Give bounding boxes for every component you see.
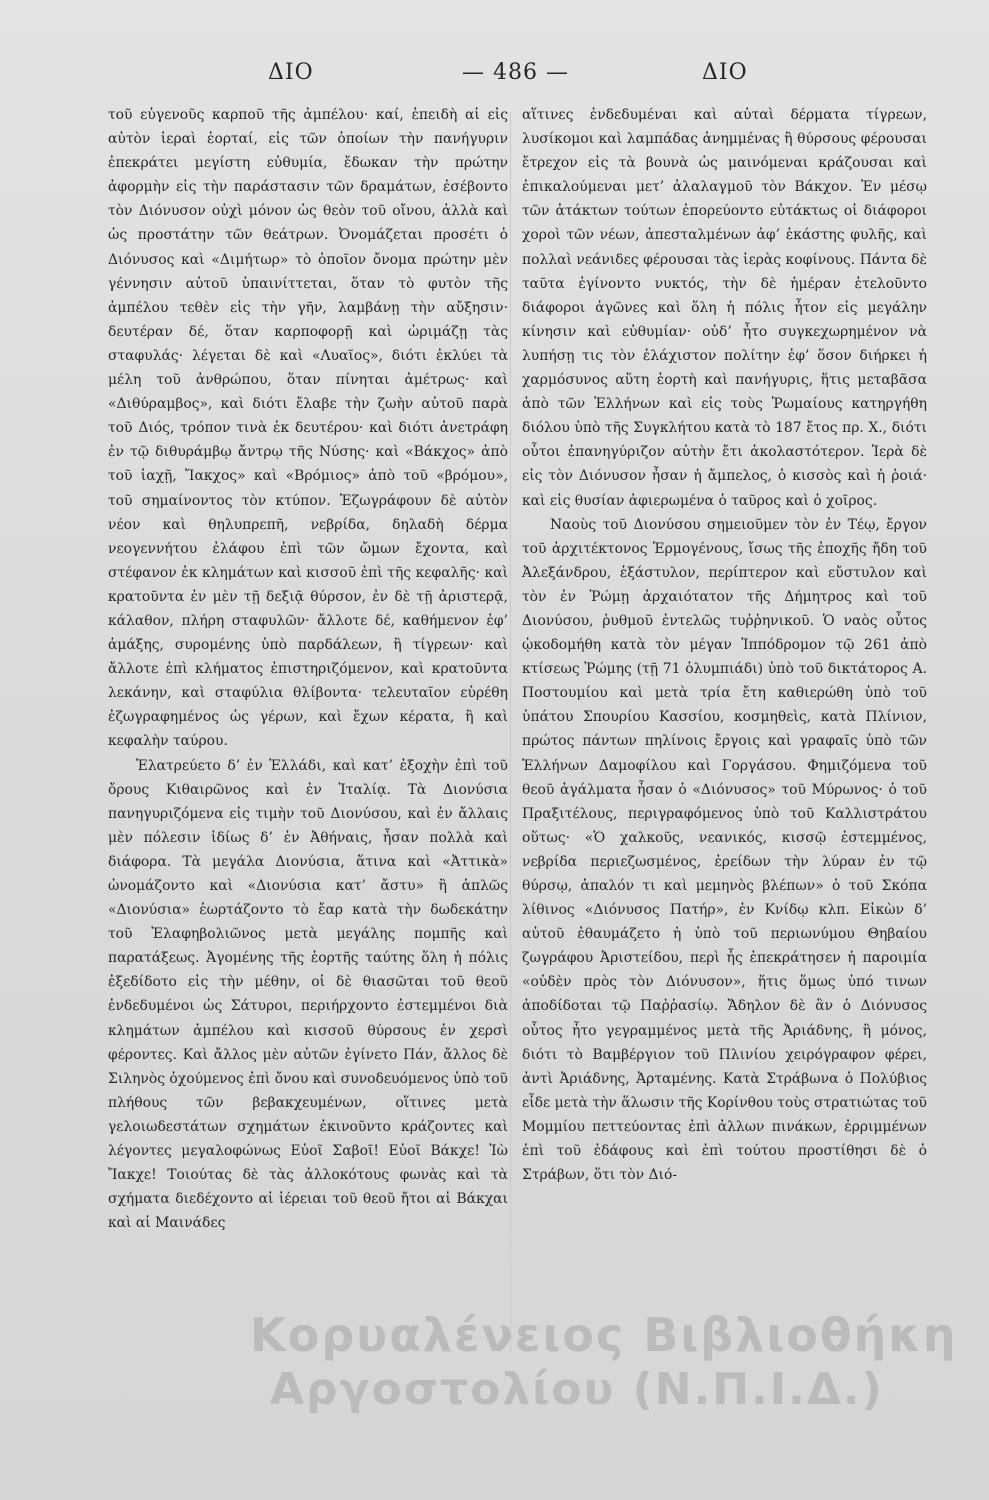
library-watermark bbox=[210, 1308, 970, 1448]
page-header bbox=[90, 58, 940, 94]
column-divider bbox=[510, 112, 511, 1352]
right-paragraph-1: αἵτινες ἐνδεδυμέναι καὶ αὐταὶ δέρματα τίγρεων, λυσίκομοι καὶ λαμπάδας ἀνημμένας ἢ θύρσους φέρουσαι ἔτρεχον εἰς τὰ βουνὰ ὡς μαινόμεναι κράζουσαι καὶ ἐπικαλούμεναι μετ’ ἀλαλαγμοῦ τὸν Βάκχον. Ἐν μέσῳ τῶν ἀτάκτων τούτων ἐπορεύοντο εὐτάκτως οἱ διάφοροι χοροὶ τῶν νέων, ἀπεσταλμένων ἀφ’ ἑκάστης φυλῆς, καὶ πολλαὶ νεάνιδες φέρουσαι τὰς ἱερὰς κοφίνους. Πάντα δὲ ταῦτα ἐγίνοντο νυκτός, τὴν δὲ ἡμέραν ἐτελοῦντο διάφοροι ἀγῶνες καὶ ὅλη ἡ πόλις ἦτον εἰς μεγάλην κίνησιν καὶ εὐθυμίαν· οὐδ’ ἦτο συγκεχωρημένον νὰ λυπήσῃ τις τὸν ἐλάχιστον πολίτην ἐφ’ ὅσον διήρκει ἡ χαρμόσυνος αὕτη ἑορτὴ καὶ πανήγυρις, ἥτις μεταβᾶσα ἀπὸ τῶν Ἑλλήνων καὶ εἰς τοὺς Ῥωμαίους κατηργήθη διόλου ὑπὸ τῆς Συγκλήτου κατὰ τὸ 187 ἔτος πρ. Χ., διότι οὗτοι ἐπανηγύριζον αὐτὴν ἔτι ἀκολαστότερον. Ἱερὰ δὲ εἰς τὸν Διόνυσον ἦσαν ἡ ἄμπελος, ὁ κισσὸς καὶ ἡ ῥοιά· καὶ εἰς θυσίαν ἀφιερωμένα ὁ ταῦρος καὶ ὁ χοῖρος. bbox=[522, 107, 927, 509]
right-column bbox=[522, 103, 927, 1187]
left-paragraph-2: Ἐλατρεύετο δ’ ἐν Ἑλλάδι, καὶ κατ’ ἐξοχὴν ἐπὶ τοῦ ὄρους Κιθαιρῶνος καὶ ἐν Ἰταλίᾳ. Τὰ Διονύσια πανηγυριζόμενα εἰς τιμὴν τοῦ Διονύσου, καὶ ἐν ἄλλαις μὲν πόλεσιν ἰδίως δ’ ἐν Ἀθήναις, ἦσαν πολλὰ καὶ διάφορα. Τὰ μεγάλα Διονύσια, ἅτινα καὶ «Ἀττικὰ» ὠνομάζοντο καὶ «Διονύσια κατ’ ἄστυ» ἢ ἁπλῶς «Διονύσια» ἑωρτάζοντο τὸ ἔαρ κατὰ τὴν δωδεκάτην τοῦ Ἐλαφηβολιῶνος μετὰ μεγάλης πομπῆς καὶ παρατάξεως. Ἀγομένης τῆς ἑορτῆς ταύτης ὅλη ἡ πόλις ἐξεδίδοτο εἰς τὴν μέθην, οἱ δὲ θιασῶται τοῦ θεοῦ ἐνδεδυμένοι ὡς Σάτυροι, περιήρχοντο ἐστεμμένοι διὰ κλημάτων ἀμπέλου καὶ κισσοῦ θύρσους ἐν χερσὶ φέροντες. Καὶ ἄλλος μὲν αὐτῶν ἐγίνετο Πάν, ἄλλος δὲ Σιληνὸς ὀχούμενος ἐπὶ ὄνου καὶ συνοδευόμενος ὑπὸ τοῦ πλήθους τῶν βεβακχευμένων, οἵτινες μετὰ γελοιωδεστάτων σχημάτων ἐκινοῦντο κράζοντες καὶ λέγοντες μεγαλοφώνως Εὐοῖ Σαβοῖ! Εὐοῖ Βάκχε! Ἰὼ Ἴακχε! Τοιούτας δὲ τὰς ἀλλοκότους φωνὰς καὶ τὰ σχήματα διεδέχοντο αἱ ἱέρειαι τοῦ θεοῦ ἤτοι αἱ Βάκχαι καὶ αἱ Μαινάδες bbox=[108, 757, 508, 1232]
right-running-head: ΔΙΟ bbox=[702, 60, 748, 85]
watermark-line-1: Κορυαλένειος Βιβλιοθήκη bbox=[250, 1308, 958, 1362]
page-number: — 486 — bbox=[462, 60, 569, 85]
left-column bbox=[108, 103, 508, 1235]
watermark-line-2: Αργοστολίου (Ν.Π.Ι.Δ.) bbox=[270, 1364, 884, 1415]
left-running-head: ΔΙΟ bbox=[268, 60, 314, 85]
right-paragraph-2: Ναοὺς τοῦ Διονύσου σημειοῦμεν τὸν ἐν Τέῳ, ἔργον τοῦ ἀρχιτέκτονος Ἑρμογένους, ἴσως τῆς ἐποχῆς ἤδη τοῦ Ἀλεξάνδρου, ἑξάστυλον, περίπτερον καὶ εὔστυλον καὶ τὸν ἐν Ῥώμῃ ἀρχαιότατον τῆς Δήμητρος καὶ τοῦ Διονύσου, ῥυθμοῦ ἐντελῶς τυῤῥηνικοῦ. Ὁ ναὸς οὗτος ᾠκοδομήθη κατὰ τὸν μέγαν Ἱππόδρομον τῷ 261 ἀπὸ κτίσεως Ῥώμης (τῇ 71 ὀλυμπιάδι) ὑπὸ τοῦ δικτάτορος Α. Ποστουμίου καὶ μετὰ τρία ἔτη καθιερώθη ὑπὸ τοῦ ὑπάτου Σπουρίου Κασσίου, κοσμηθεὶς, κατὰ Πλίνιον, πρώτος πάντων πηλίνοις ἔργοις καὶ γραφαῖς ὑπὸ τῶν Ἑλλήνων Δαμοφίλου καὶ Γοργάσου. Φημιζόμενα τοῦ θεοῦ ἀγάλματα ἦσαν ὁ «Διόνυσος» τοῦ Μύρωνος· ὁ τοῦ Πραξιτέλους, περιγραφόμενος ὑπὸ τοῦ Καλλιστράτου οὕτως· «Ὁ χαλκοῦς, νεανικός, κισσῷ ἐστεμμένος, νεβρίδα περιεζωσμένος, ἐρείδων τὴν λύραν ἐν τῷ θύρσῳ, ἁπαλόν τι καὶ μεμηνὸς βλέπων» ὁ τοῦ Σκόπα λίθινος «Διόνυσος Πατήρ», ἐν Κνίδῳ κλπ. Εἰκὼν δ’ αὐτοῦ ἐθαυμάζετο ἡ ὑπὸ τοῦ περιωνύμου Θηβαίου ζωγράφου Ἀριστείδου, περὶ ἧς ἐπεκράτησεν ἡ παροιμία «οὐδὲν πρὸς τὸν Διόνυσον», ἥτις ὅμως ὑπό τινων ἀποδίδοται τῷ Παῤῥασίῳ. Ἄδηλον δὲ ἂν ὁ Διόνυσος οὗτος ἦτο γεγραμμένος μετὰ τῆς Ἀριάδνης, ἢ μόνος, διότι τὸ Βαμβέργιον τοῦ Πλινίου χειρόγραφον φέρει, ἀντὶ Ἀριάδνης, Ἀρταμένης. Κατὰ Στράβωνα ὁ Πολύβιος εἶδε μετὰ τὴν ἅλωσιν τῆς Κορίνθου τοὺς στρατιώτας τοῦ Μομμίου πεττεύοντας ἐπὶ ἀλλων πινάκων, ἐρριμμένων ἐπὶ τοῦ ἐδάφους καὶ ἐπὶ τούτου προστίθησι δὲ ὁ Στράβων, ὅτι τὸν Διό- bbox=[522, 516, 927, 1184]
left-paragraph-1: τοῦ εὐγενοῦς καρποῦ τῆς ἀμπέλου· καί, ἐπειδὴ αἱ εἰς αὐτὸν ἱεραὶ ἑορταί, εἰς τῶν ὁποίων τὴν πανήγυριν ἐπεκράτει μεγίστη εὐθυμία, ἔδωκαν τὴν πρώτην ἀφορμὴν εἰς τὴν παράστασιν τῶν δραμάτων, ἐσέβοντο τὸν Διόνυσον οὐχὶ μόνον ὡς θεὸν τοῦ οἴνου, ἀλλὰ καὶ ὡς προστάτην τῶν θεάτρων. Ὀνομάζεται προσέτι ὁ Διόνυσος καὶ «Διμήτωρ» τὸ ὁποῖον ὄνομα πρώτην μὲν γέννησιν αὐτοῦ ὑπαινίττεται, ὅταν τὸ φυτὸν τῆς ἀμπέλου τεθὲν εἰς τὴν γῆν, λαμβάνῃ τὴν αὔξησιν· δευτέραν δέ, ὅταν καρποφορῇ καὶ ὡριμάζῃ τὰς σταφυλάς· λέγεται δὲ καὶ «Λυαῖος», διότι ἐκλύει τὰ μέλη τοῦ ἀνθρώπου, ὅταν πίνηται ἀμέτρως· καὶ «Διθύραμβος», καὶ διότι ἔλαβε τὴν ζωὴν αὐτοῦ παρὰ τοῦ Διός, τρόπον τινὰ ἐκ δευτέρου· καὶ διότι ἀνετράφη ἐν τῷ διθυράμβῳ ἄντρῳ τῆς Νύσης· καὶ «Βάκχος» ἀπὸ τοῦ ἰαχῇ, Ἴακχος» καὶ «Βρόμιος» ἀπὸ τοῦ «βρόμου», τοῦ σημαίνοντος τὸν κτύπον. Ἐζωγράφουν δὲ αὐτὸν νέον καὶ θηλυπρεπῆ, νεβρίδα, δηλαδὴ δέρμα νεογεννήτου ἐλάφου ἐπὶ τῶν ὤμων ἔχοντα, καὶ στέφανον ἐκ κλημάτων καὶ κισσοῦ ἐπὶ τῆς κεφαλῆς· καὶ κρατοῦντα ἐν μὲν τῇ δεξιᾷ θύρσον, ἐν δὲ τῇ ἀριστερᾷ, κάλαθον, πλήρη σταφυλῶν· ἄλλοτε δέ, καθήμενον ἐφ’ ἁμάξης, συρομένης ὑπὸ παρδάλεων, ἢ τίγρεων· καὶ ἄλλοτε ἐπὶ κλήματος ἐπιστηριζόμενον, καὶ κρατοῦντα λεκάνην, καὶ σταφύλια θλίβοντα· τελευταῖον εὑρέθη ἐζωγραφημένος ὡς γέρων, καὶ ἔχων κέρατα, ἢ καὶ κεφαλὴν ταύρου. bbox=[108, 107, 508, 750]
